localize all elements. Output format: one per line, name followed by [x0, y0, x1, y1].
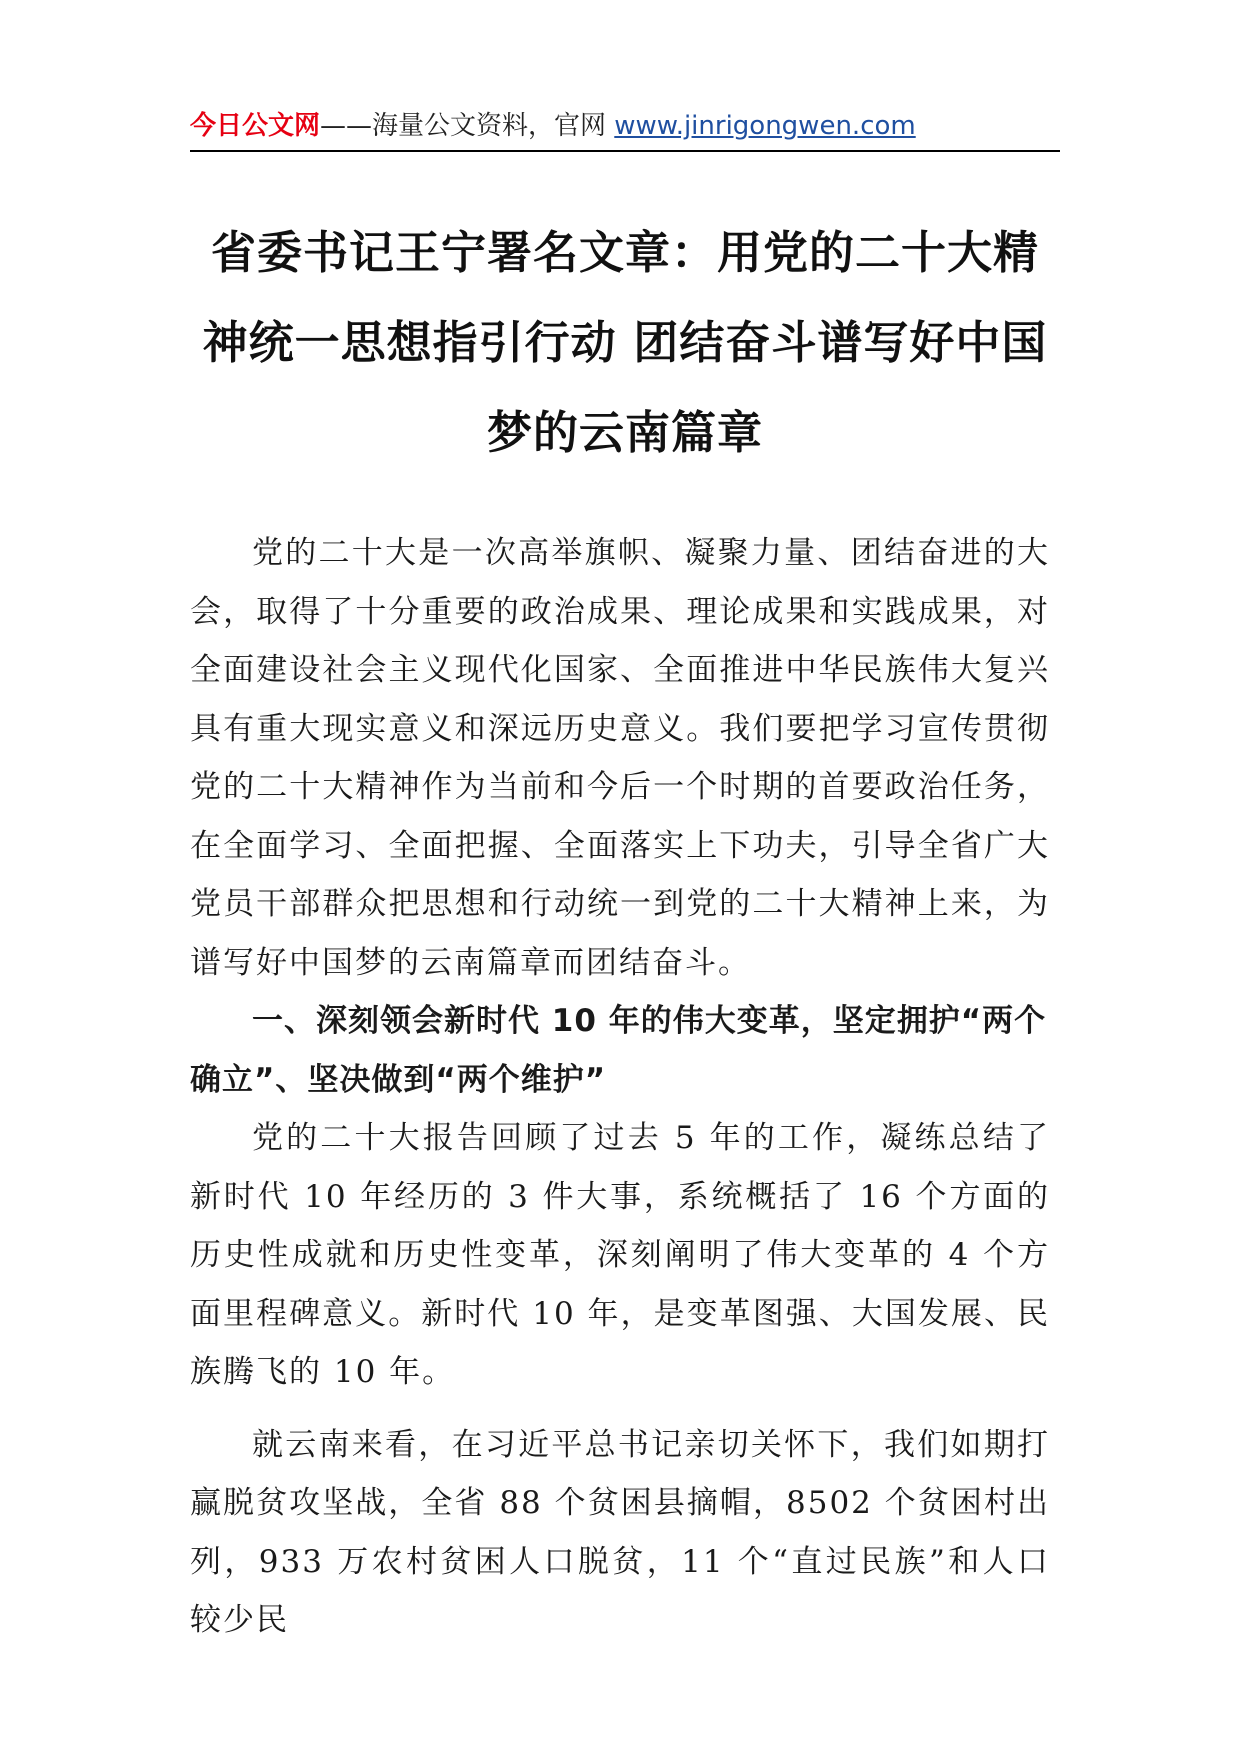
section-heading: 一、深刻领会新时代 10 年的伟大变革，坚定拥护“两个确立”、坚决做到“两个维护” [190, 1003, 1047, 1098]
site-tagline: ——海量公文资料，官网 [320, 111, 615, 141]
document-title [175, 208, 1075, 478]
title-line: 神统一思想指引行动 团结奋斗谱写好中国 [202, 316, 1048, 369]
document-body [190, 524, 1050, 1650]
site-url-link[interactable]: www.jinrigongwen.com [614, 111, 916, 141]
title-line: 梦的云南篇章 [486, 406, 763, 459]
paragraph: 就云南来看，在习近平总书记亲切关怀下，我们如期打赢脱贫攻坚战，全省 88 个贫困县摘帽，8502 个贫困村出列，933 万农村贫困人口脱贫，11 个“直过民族”和人口较少民 [190, 1426, 1050, 1638]
paragraph: 党的二十大是一次高举旗帜、凝聚力量、团结奋进的大会，取得了十分重要的政治成果、理论成果和实践成果，对全面建设社会主义现代化国家、全面推进中华民族伟大复兴具有重大现实意义和深远历史意义。我们要把学习宣传贯彻党的二十大精神作为当前和今后一个时期的首要政治任务，在全面学习、全面把握、全面落实上下功夫，引导全省广大党员干部群众把思想和行动统一到党的二十大精神上来，为谱写好中国梦的云南篇章而团结奋斗。 [190, 535, 1050, 981]
header-divider [190, 150, 1060, 152]
site-brand: 今日公文网 [190, 111, 321, 141]
paragraph: 党的二十大报告回顾了过去 5 年的工作，凝练总结了新时代 10 年经历的 3 件大事，系统概括了 16 个方面的历史性成就和历史性变革，深刻阐明了伟大变革的 4 个方面里程碑意义。新时代 10 年，是变革图强、大国发展、民族腾飞的 10 年。 [190, 1120, 1050, 1390]
title-line: 省委书记王宁署名文章：用党的二十大精 [210, 226, 1039, 279]
site-header [190, 104, 1060, 148]
